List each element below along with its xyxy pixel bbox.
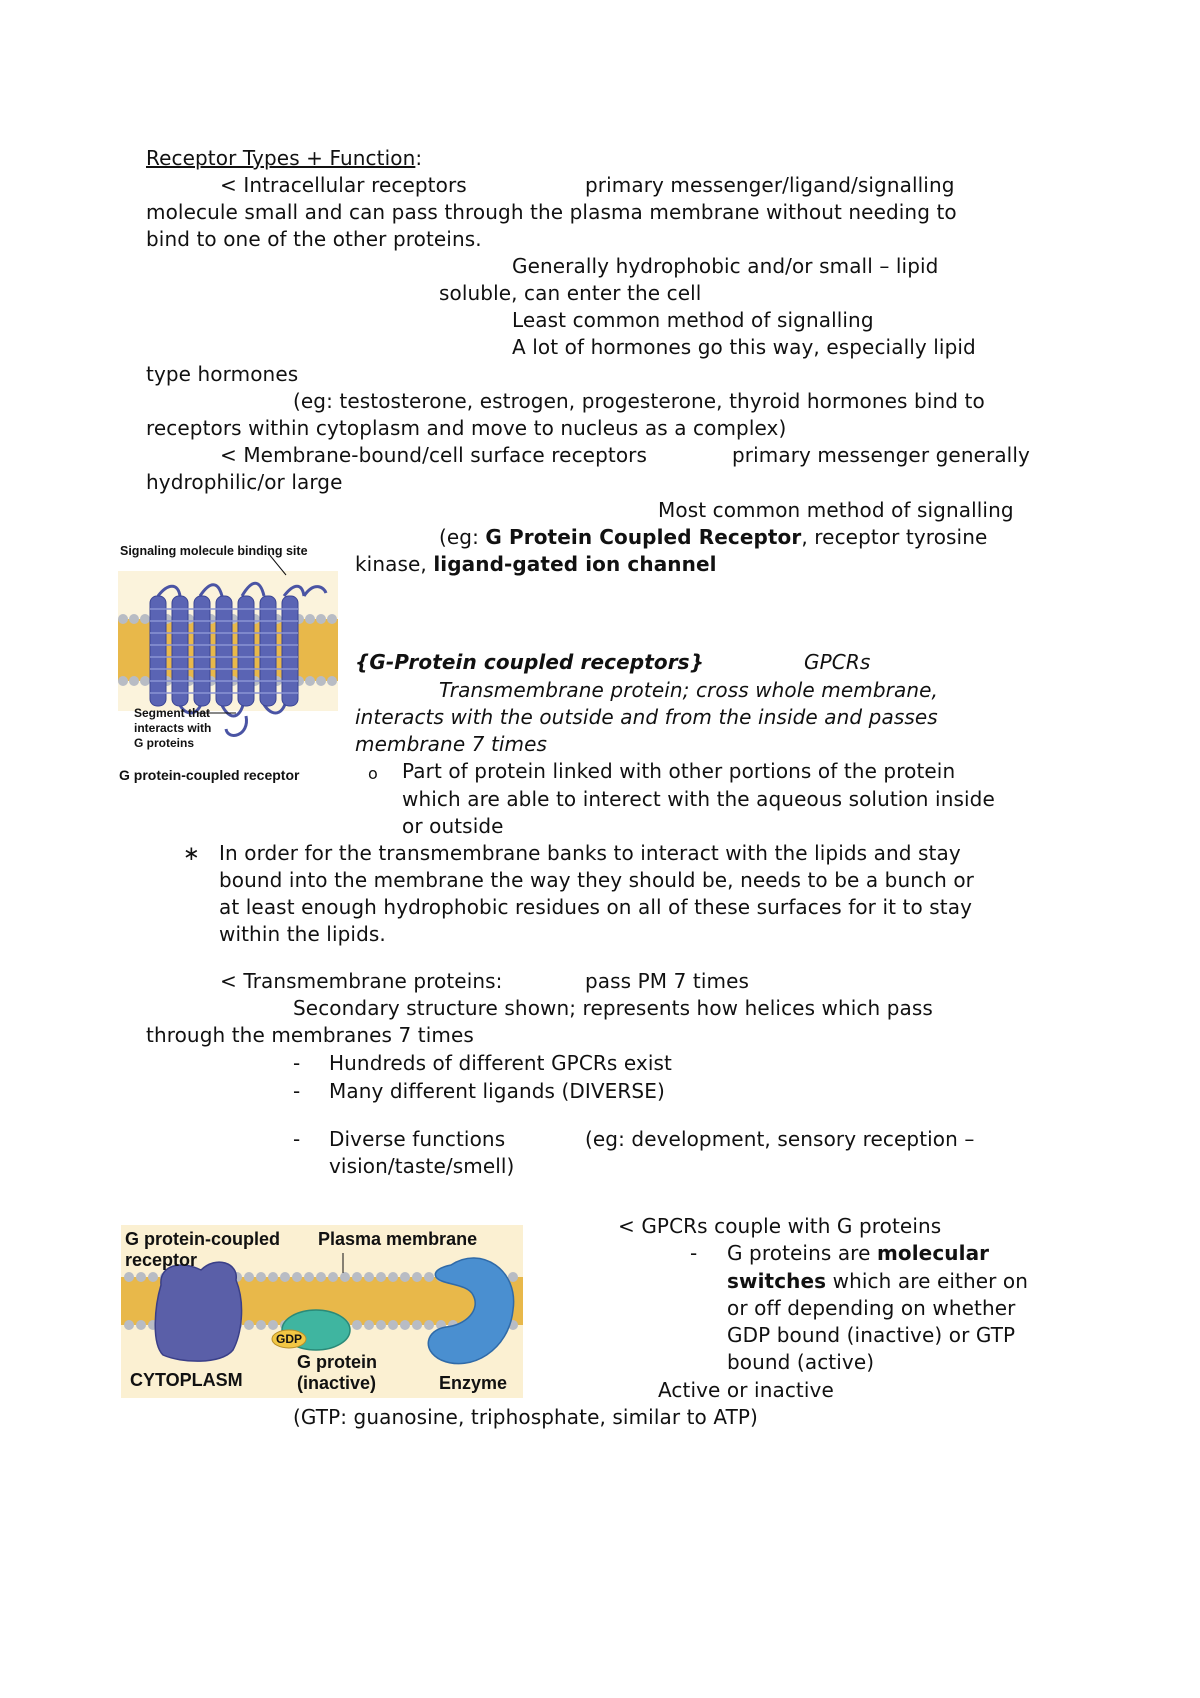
gpcr-bullet-2: which are able to interect with the aqueous solution inside	[402, 787, 995, 811]
list-item-functions: Diverse functions	[329, 1127, 506, 1151]
membrane-bound-label: < Membrane-bound/cell surface receptors	[220, 443, 647, 467]
gpcr-figure-caption: G protein-coupled receptor	[119, 767, 300, 783]
gpcr-desc-1: Transmembrane protein; cross whole membrane,	[439, 678, 938, 702]
intracellular-desc-2: molecule small and can pass through the plasma membrane without needing to	[146, 200, 957, 224]
bullet-marker: o	[368, 764, 378, 783]
functions-example-2: vision/taste/smell)	[329, 1154, 515, 1178]
couple-line-4: GDP bound (inactive) or GTP	[727, 1323, 1016, 1347]
secondary-structure-1: Secondary structure shown; represents how helices which pass	[293, 996, 933, 1020]
enzyme-label: Enzyme	[439, 1373, 508, 1393]
gpcr-helix-diagram	[118, 541, 338, 759]
dash-marker: -	[293, 1127, 301, 1151]
dash-marker: -	[690, 1241, 698, 1265]
secondary-structure-2: through the membranes 7 times	[146, 1023, 474, 1047]
gpcr-desc-2: interacts with the outside and from the inside and passes	[355, 705, 938, 729]
gtp-note: (GTP: guanosine, triphosphate, similar to ATP)	[293, 1405, 758, 1429]
couple-line-5: bound (active)	[727, 1350, 875, 1374]
intracellular-example-2: receptors within cytoplasm and move to nucleus as a complex)	[146, 416, 787, 440]
membrane-bound-note: Most common method of signalling	[658, 498, 1014, 522]
gpcr-bullet-3: or outside	[402, 814, 504, 838]
star-note-4: within the lipids.	[219, 922, 386, 946]
gpcr-helix-figure	[118, 541, 338, 759]
ligand-gated-term: ligand-gated ion channel	[433, 552, 717, 576]
list-item-gpcrs: Hundreds of different GPCRs exist	[329, 1051, 672, 1075]
couple-line-3: or off depending on whether	[727, 1296, 1016, 1320]
membrane-label: Plasma membrane	[318, 1229, 478, 1249]
transmembrane-desc: pass PM 7 times	[585, 969, 750, 993]
gpcr-bullet-1: Part of protein linked with other portions of the protein	[402, 759, 956, 783]
star-marker: ∗	[183, 841, 200, 865]
intracellular-desc-3: bind to one of the other proteins.	[146, 227, 482, 251]
intracellular-note-3a: A lot of hormones go this way, especially lipid	[512, 335, 976, 359]
segment-label-3: G proteins	[134, 736, 195, 750]
intracellular-desc: primary messenger/ligand/signalling	[585, 173, 955, 197]
couple-line-1: G proteins are molecular	[727, 1241, 990, 1265]
gpcr-desc-3: membrane 7 times	[355, 732, 548, 756]
star-note-3: at least enough hydrophobic residues on all of these surfaces for it to stay	[219, 895, 972, 919]
intracellular-example-1: (eg: testosterone, estrogen, progesterone, thyroid hormones bind to	[293, 389, 985, 413]
segment-label-2: interacts with	[134, 721, 212, 735]
gdp-label: GDP	[276, 1332, 303, 1346]
star-note-2: bound into the membrane the way they should be, needs to be a bunch or	[219, 868, 974, 892]
functions-example: (eg: development, sensory reception –	[585, 1127, 975, 1151]
heading-line: Receptor Types + Function:	[146, 146, 423, 170]
gpcr-abbr: GPCRs	[804, 650, 871, 674]
segment-label-1: Segment that	[134, 706, 211, 720]
gpcr-term: G Protein Coupled Receptor	[485, 525, 802, 549]
couple-line-2: switches which are either on	[727, 1269, 1029, 1293]
binding-site-label: Signaling molecule binding site	[120, 544, 308, 558]
page-heading: Receptor Types + Function	[146, 146, 416, 170]
membrane-bound-example: (eg: G Protein Coupled Receptor, receptor tyrosine	[439, 525, 988, 549]
intracellular-label: < Intracellular receptors	[220, 173, 467, 197]
molecular-term: molecular	[876, 1241, 990, 1265]
receptor-label-2: receptor	[125, 1250, 198, 1270]
intracellular-note-1a: Generally hydrophobic and/or small – lipid	[512, 254, 939, 278]
active-inactive: Active or inactive	[658, 1378, 834, 1402]
membrane-bound-desc-2: hydrophilic/or large	[146, 470, 343, 494]
intracellular-note-2: Least common method of signalling	[512, 308, 874, 332]
intracellular-note-3b: type hormones	[146, 362, 299, 386]
gpcr-gprotein-figure	[121, 1225, 523, 1398]
couple-label: < GPCRs couple with G proteins	[618, 1214, 942, 1238]
receptor-label-1: G protein-coupled	[125, 1229, 280, 1249]
gpcr-section-title: {G-Protein coupled receptors}	[355, 650, 705, 674]
list-item-ligands: Many different ligands (DIVERSE)	[329, 1079, 665, 1103]
switches-term: switches	[727, 1269, 827, 1293]
membrane-bound-example-2: kinase, ligand-gated ion channel	[355, 552, 717, 576]
dash-marker: -	[293, 1079, 301, 1103]
gprotein-label-1: G protein	[297, 1352, 377, 1372]
dash-marker: -	[293, 1051, 301, 1075]
intracellular-note-1b: soluble, can enter the cell	[439, 281, 702, 305]
cytoplasm-label: CYTOPLASM	[130, 1370, 243, 1390]
gprotein-label-2: (inactive)	[297, 1373, 377, 1393]
transmembrane-label: < Transmembrane proteins:	[220, 969, 503, 993]
receptor-shape	[155, 1262, 241, 1361]
gpcr-gprotein-diagram	[121, 1225, 523, 1398]
star-note-1: In order for the transmembrane banks to interact with the lipids and stay	[219, 841, 961, 865]
membrane-bound-desc: primary messenger generally	[732, 443, 1030, 467]
